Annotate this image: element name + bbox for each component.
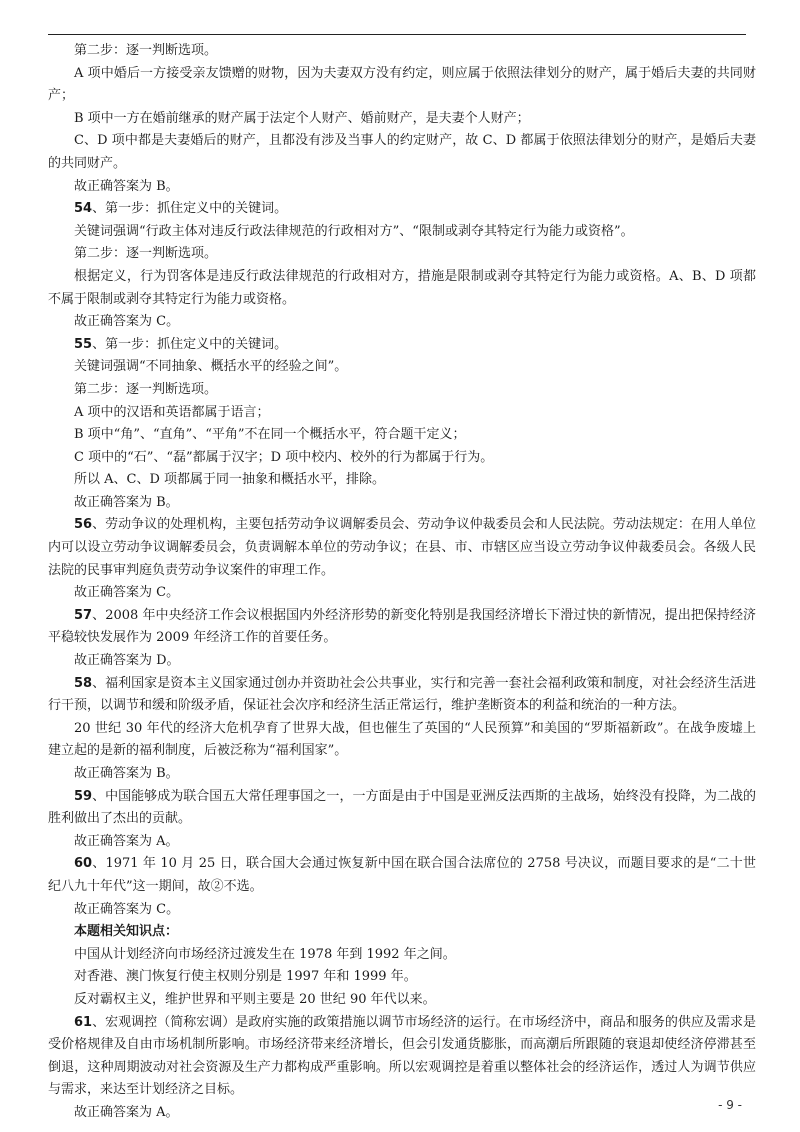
- paragraph: 故正确答案为 B。: [74, 766, 179, 781]
- paragraph: 故正确答案为 A。: [74, 1104, 179, 1120]
- paragraph: 故正确答案为 B。: [74, 494, 179, 510]
- answer-text: 、2008 年中央经济工作会议根据国内外经济形势的新变化特别是我国经济增长下滑过快的新情况，提出把保持经济平稳较快发展作为 2009 年经济工作的首要任务。: [48, 607, 756, 646]
- question-number: 54: [74, 201, 93, 217]
- paragraph: 故正确答案为 C。: [74, 585, 180, 601]
- page-number: - 9 -: [718, 1098, 742, 1112]
- answer-text: 、福利国家是资本主义国家通过创办并资助社会公共事业，实行和完善一套社会福利政策和制度，对社会经济生活进行干预，以调节和缓和阶级矛盾，保证社会次序和经济生活正常运行，维护垄断资本的利益和统治的一种方法。: [48, 675, 756, 714]
- paragraph: B 项中一方在婚前继承的财产属于法定个人财产、婚前财产，是夫妻个人财产；: [74, 110, 530, 126]
- answer-text: 、1971 年 10 月 25 日，联合国大会通过恢复新中国在联合国合法席位的 2758 号决议，而题目要求的是“二十世纪八九十年代”这一期间，故②不选。: [48, 856, 756, 894]
- answer-item: [48, 334, 756, 357]
- answer-item: [48, 853, 756, 898]
- paragraph: 故正确答案为 C。: [74, 901, 180, 917]
- paragraph: 根据定义，行为罚客体是违反行政法律规范的行政相对方，措施是限制或剥夺其特定行为能力或资格。A、B、D 项都不属于限制或剥夺其特定行为能力或资格。: [48, 268, 756, 307]
- answer-item: [48, 514, 756, 582]
- answer-text: 、中国能够成为联合国五大常任理事国之一，一方面是由于中国是亚洲反法西斯的主战场，始终没有投降，为二战的胜利做出了杰出的贡献。: [48, 788, 756, 827]
- paragraph: 故正确答案为 A。: [74, 833, 179, 849]
- answer-item: [48, 198, 756, 221]
- question-number: 59: [74, 788, 93, 804]
- answer-item: [48, 1012, 756, 1102]
- paragraph: 第二步：逐一判断选项。: [74, 43, 218, 58]
- paragraph: 对香港、澳门恢复行使主权则分别是 1997 年和 1999 年。: [74, 969, 417, 985]
- document-body: [48, 40, 756, 1125]
- paragraph: A 项中婚后一方接受亲友馈赠的财物，因为夫妻双方没有约定，则应属于依照法律划分的财产，属于婚后夫妻的共同财产；: [48, 65, 756, 104]
- paragraph: A 项中的汉语和英语都属于语言；: [74, 404, 270, 420]
- paragraph: 20 世纪 30 年代的经济大危机孕育了世界大战，但也催生了英国的“人民预算”和美国的“罗斯福新政”。在战争废墟上建立起的是新的福利制度，后被泛称为“福利国家”。: [48, 720, 756, 759]
- paragraph: 所以 A、C、D 项都属于同一抽象和概括水平，排除。: [74, 472, 386, 488]
- question-number: 55: [74, 336, 93, 352]
- section-heading: 本题相关知识点：: [74, 924, 179, 940]
- question-number: 57: [74, 607, 93, 623]
- paragraph: 故正确答案为 D。: [74, 653, 180, 669]
- question-number: 58: [74, 675, 93, 691]
- answer-text: 、宏观调控（简称宏调）是政府实施的政策措施以调节市场经济的运行。在市场经济中，商品和服务的供应及需求是受价格规律及自由市场机制所影响。市场经济带来经济增长，但会引发通货膨胀，而高潮后所跟随的衰退却使经济停滞甚至倒退，这种周期波动对社会资源及生产力都构成严重影响。所以宏观调控是着重以整体社会的经济运作，透过人为调节供应与需求，来达至计划经济之目标。: [48, 1014, 756, 1098]
- paragraph: 第二步：逐一判断选项。: [74, 246, 218, 262]
- paragraph: C 项中的“石”、“磊”都属于汉字；D 项中校内、校外的行为都属于行为。: [74, 449, 494, 465]
- paragraph: B 项中“角”、“直角”、“平角”不在同一个概括水平，符合题干定义；: [74, 427, 466, 443]
- paragraph: 故正确答案为 C。: [74, 314, 180, 330]
- answer-item: [48, 786, 756, 831]
- question-number: 56: [74, 517, 93, 533]
- paragraph: C、D 项中都是夫妻婚后的财产，且都没有涉及当事人的约定财产，故 C、D 都属于依照法律划分的财产，是婚后夫妻的共同财产。: [48, 133, 756, 171]
- paragraph: 关键词强调“行政主体对违反行政法律规范的行政相对方”、“限制或剥夺其特定行为能力或资格”。: [74, 223, 634, 239]
- answer-text: 、劳动争议的处理机构，主要包括劳动争议调解委员会、劳动争议仲裁委员会和人民法院。劳动法规定：在用人单位内可以设立劳动争议调解委员会，负责调解本单位的劳动争议；在县、市、市辖区应当设立劳动争议仲裁委员会。各级人民法院的民事审判庭负责劳动争议案件的审理工作。: [48, 517, 756, 578]
- question-number: 60: [74, 856, 93, 872]
- answer-item: [48, 673, 756, 718]
- header-rule: [48, 34, 746, 35]
- answer-text: 、第一步：抓住定义中的关键词。: [92, 201, 288, 217]
- answer-item: [48, 605, 756, 650]
- paragraph: 反对霸权主义，维护世界和平则主要是 20 世纪 90 年代以来。: [74, 991, 436, 1007]
- paragraph: 中国从计划经济向市场经济过渡发生在 1978 年到 1992 年之间。: [74, 946, 456, 962]
- answer-text: 、第一步：抓住定义中的关键词。: [92, 336, 288, 352]
- paragraph: 故正确答案为 B。: [74, 178, 179, 194]
- paragraph: 第二步：逐一判断选项。: [74, 381, 218, 397]
- question-number: 61: [74, 1014, 93, 1030]
- paragraph: 关键词强调“不同抽象、概括水平的经验之间”。: [74, 359, 348, 375]
